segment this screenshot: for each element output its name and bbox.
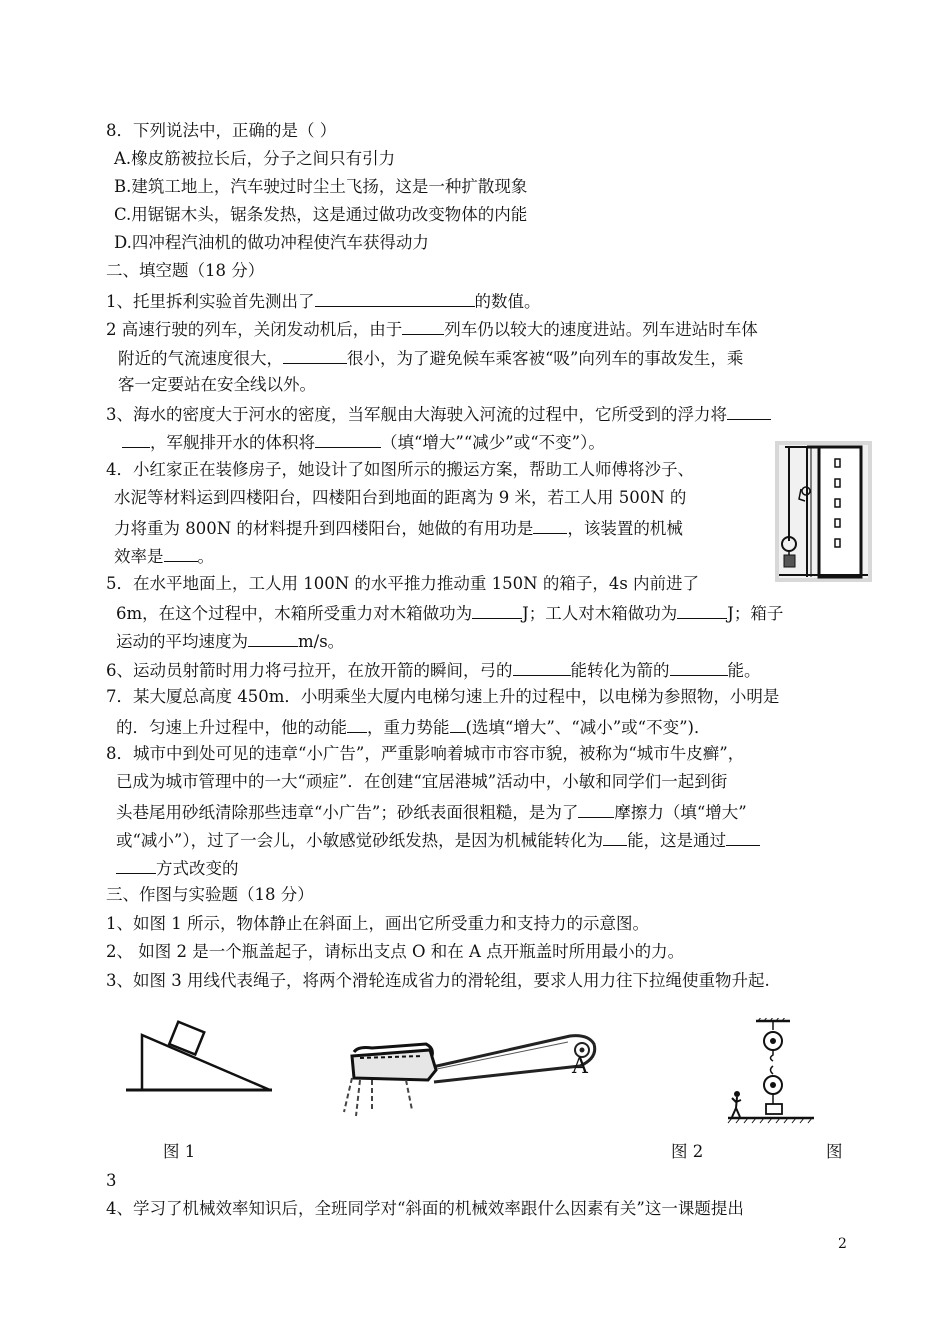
s2-q2-line3: 客一定要站在安全线以外。 bbox=[118, 375, 316, 394]
answer-blank[interactable] bbox=[603, 829, 627, 846]
s2-q2-text: 2 高速行驶的列车，关闭发动机后，由于 bbox=[106, 320, 403, 339]
s2-q1 bbox=[106, 290, 541, 312]
s2-q5-text: 运动的平均速度为 bbox=[116, 632, 248, 651]
answer-blank[interactable] bbox=[533, 517, 567, 534]
s3-q2: 2、 如图 2 是一个瓶盖起子，请标出支点 O 和在 A 点开瓶盖时所用最小的力。 bbox=[106, 942, 685, 961]
s2-q4-text: 力将重为 800N 的材料提升到四楼阳台，她做的有用功是 bbox=[114, 519, 534, 538]
s2-q1-text-b: 的数值。 bbox=[474, 292, 541, 311]
s2-q1-text-a: 1、托里拆利实验首先测出了 bbox=[106, 292, 315, 311]
building-pulley-figure bbox=[775, 441, 872, 582]
figure1-caption: 图 1 bbox=[163, 1142, 196, 1161]
s2-q7-line1: 7．某大厦总高度 450m．小明乘坐大厦内电梯匀速上升的过程中，以电梯为参照物，小明是 bbox=[106, 687, 780, 706]
s2-q4-text: 效率是 bbox=[114, 547, 164, 566]
s2-q5-text: m/s。 bbox=[298, 632, 345, 651]
s2-q8-line3 bbox=[116, 801, 747, 823]
q8-stem: 8．下列说法中，正确的是（ ） bbox=[106, 121, 337, 140]
s2-q8-text: 能，这是通过 bbox=[627, 831, 727, 850]
s2-q8-text: 方式改变的 bbox=[156, 859, 239, 878]
s2-q2-line1 bbox=[106, 318, 758, 340]
answer-blank[interactable] bbox=[513, 659, 571, 676]
figure3-caption: 图 bbox=[826, 1142, 843, 1161]
incline-figure bbox=[124, 1018, 274, 1094]
s2-q4-text: ，该装置的机械 bbox=[567, 519, 683, 538]
s2-q6-text: 6、运动员射箭时用力将弓拉开，在放开箭的瞬间，弓的 bbox=[106, 661, 513, 680]
s2-q4-line2: 水泥等材料运到四楼阳台，四楼阳台到地面的距离为 9 米，若工人用 500N 的 bbox=[114, 488, 687, 507]
bottle-opener-figure bbox=[332, 1028, 604, 1120]
answer-blank[interactable] bbox=[727, 403, 771, 420]
answer-blank[interactable] bbox=[248, 630, 298, 647]
s2-q8-line1: 8．城市中到处可见的违章“小广告”，严重影响着城市市容市貌，被称为“城市牛皮癣”， bbox=[106, 744, 745, 763]
s2-q3-line2 bbox=[122, 431, 605, 453]
answer-blank[interactable] bbox=[578, 801, 614, 818]
s2-q6-text: 能。 bbox=[727, 661, 761, 680]
q8-option-b: B.建筑工地上，汽车驶过时尘土飞扬，这是一种扩散现象 bbox=[114, 177, 528, 196]
s2-q5-line3 bbox=[116, 630, 344, 652]
s2-q5-line2 bbox=[116, 602, 783, 624]
answer-blank[interactable] bbox=[402, 318, 444, 335]
s2-q8-text: 或“减小”），过了一会儿，小敏感觉砂纸发热，是因为机械能转化为 bbox=[116, 831, 604, 850]
s2-q6-text: 能转化为箭的 bbox=[570, 661, 670, 680]
answer-blank[interactable] bbox=[472, 602, 522, 619]
s2-q7-text: (选填“增大”、“减小”或“不变”)． bbox=[465, 718, 711, 737]
s2-q7-text: ，重力势能 bbox=[367, 718, 450, 737]
s2-q7-text: 的．匀速上升过程中，他的动能 bbox=[116, 718, 347, 737]
answer-blank[interactable] bbox=[164, 545, 198, 562]
s2-q3-line1 bbox=[106, 403, 771, 425]
s2-q7-line2 bbox=[116, 716, 711, 738]
s2-q4-line4 bbox=[114, 545, 214, 567]
s3-q4: 4、学习了机械效率知识后，全班同学对“斜面的机械效率跟什么因素有关”这一课题提出 bbox=[106, 1199, 744, 1218]
s3-q1: 1、如图 1 所示，物体静止在斜面上，画出它所受重力和支持力的示意图。 bbox=[106, 914, 649, 933]
section2-title: 二、填空题（18 分） bbox=[106, 261, 265, 280]
s2-q4-line3 bbox=[114, 517, 683, 539]
section3-title: 三、作图与实验题（18 分） bbox=[106, 885, 314, 904]
s2-q8-line4 bbox=[116, 829, 760, 851]
s2-q3-text: ，军舰排开水的体积将 bbox=[150, 433, 315, 452]
s2-q2-line2 bbox=[118, 347, 743, 369]
s2-q4-line1: 4．小红家正在装修房子，她设计了如图所示的搬运方案，帮助工人师傅将沙子、 bbox=[106, 460, 694, 479]
s2-q8-text: 摩擦力（填“增大” bbox=[614, 803, 747, 822]
answer-blank[interactable] bbox=[670, 659, 728, 676]
s2-q4-text: 。 bbox=[197, 547, 214, 566]
s2-q3-text: （填“增大”“减少”或“不变”）。 bbox=[381, 433, 605, 452]
answer-blank[interactable] bbox=[116, 857, 156, 874]
page-number: 2 bbox=[838, 1236, 847, 1252]
q8-option-c: C.用锯锯木头，锯条发热，这是通过做功改变物体的内能 bbox=[114, 205, 528, 224]
answer-blank[interactable] bbox=[315, 290, 475, 307]
s2-q8-line2: 已成为城市管理中的一大“顽症”．在创建“宜居港城”活动中，小敏和同学们一起到街 bbox=[116, 772, 728, 791]
s2-q3-text: 3、海水的密度大于河水的密度，当军舰由大海驶入河流的过程中，它所受到的浮力将 bbox=[106, 405, 727, 424]
q8-option-d: D.四冲程汽油机的做功冲程使汽车获得动力 bbox=[114, 233, 429, 252]
answer-blank[interactable] bbox=[283, 347, 347, 364]
answer-blank[interactable] bbox=[347, 716, 367, 733]
answer-blank[interactable] bbox=[677, 602, 727, 619]
answer-blank[interactable] bbox=[122, 431, 150, 448]
answer-blank[interactable] bbox=[450, 716, 466, 733]
s2-q2-text: 附近的气流速度很大， bbox=[118, 349, 283, 368]
s2-q8-text: 头巷尾用砂纸清除那些违章“小广告”；砂纸表面很粗糙，是为了 bbox=[116, 803, 579, 822]
pulley-system-figure bbox=[726, 1018, 818, 1132]
s2-q5-text: J；工人对木箱做功为 bbox=[522, 604, 678, 623]
s2-q8-line5 bbox=[116, 857, 239, 879]
q8-option-a: A.橡皮筋被拉长后，分子之间只有引力 bbox=[114, 149, 396, 168]
answer-blank[interactable] bbox=[726, 829, 760, 846]
s2-q2-text: 列车仍以较大的速度进站。列车进站时车体 bbox=[444, 320, 758, 339]
answer-blank[interactable] bbox=[315, 431, 381, 448]
s2-q5-text: J；箱子 bbox=[727, 604, 784, 623]
figure3-caption-number: 3 bbox=[106, 1171, 117, 1190]
s2-q5-line1: 5．在水平地面上，工人用 100N 的水平推力推动重 150N 的箱子，4s 内前进了 bbox=[106, 574, 700, 593]
point-a-label: A bbox=[572, 1054, 588, 1079]
s2-q5-text: 6m，在这个过程中，木箱所受重力对木箱做功为 bbox=[116, 604, 473, 623]
s2-q2-text: 很小，为了避免候车乘客被“吸”向列车的事故发生，乘 bbox=[347, 349, 744, 368]
s2-q6 bbox=[106, 659, 761, 681]
s3-q3: 3、如图 3 用线代表绳子，将两个滑轮连成省力的滑轮组，要求人用力往下拉绳使重物升起. bbox=[106, 971, 770, 990]
figure2-caption: 图 2 bbox=[671, 1142, 704, 1161]
